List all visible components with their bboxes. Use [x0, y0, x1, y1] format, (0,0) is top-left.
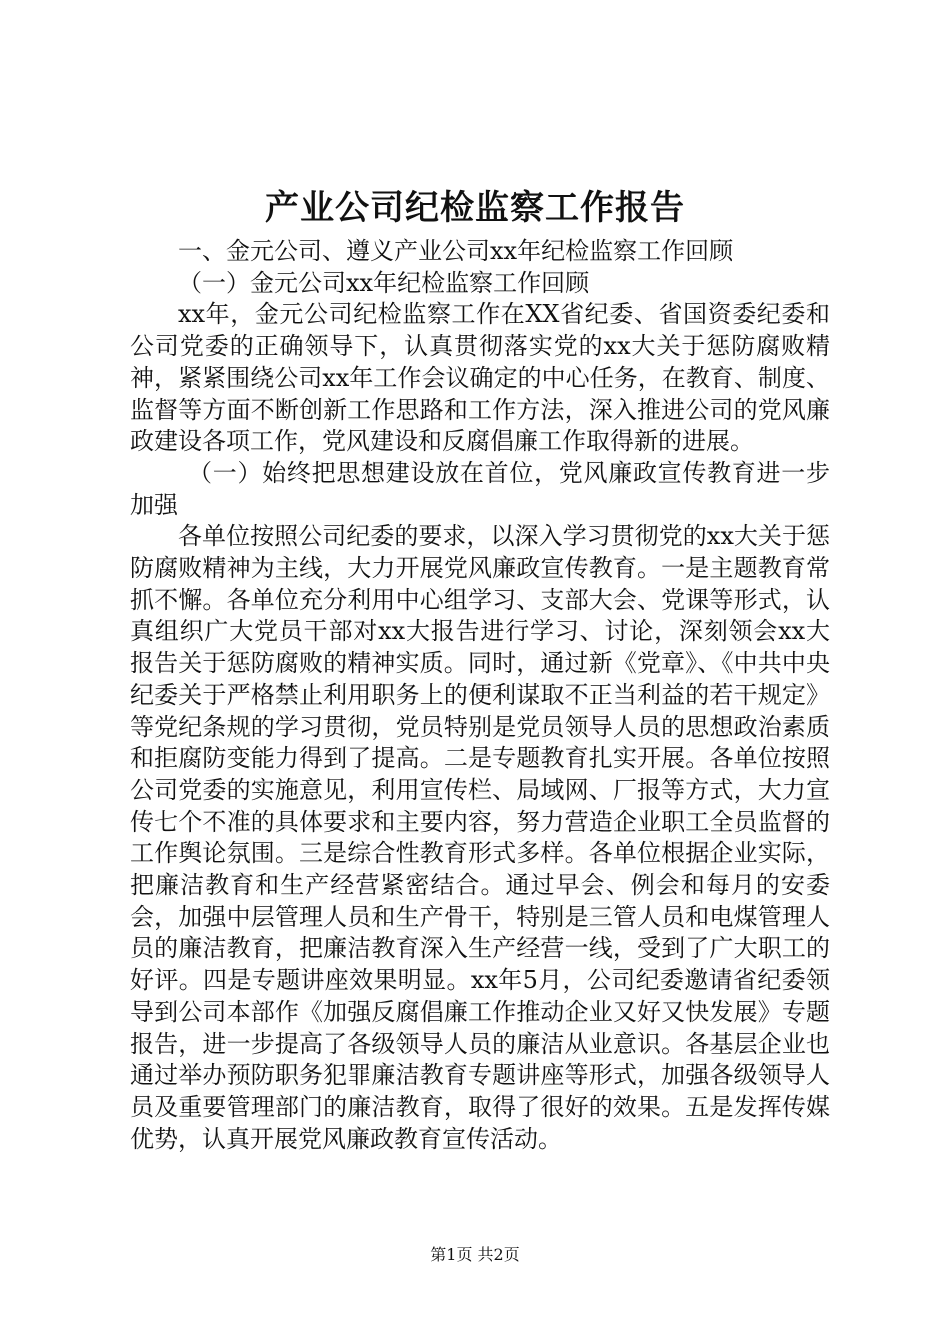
section-heading-1: 一、金元公司、遵义产业公司xx年纪检监察工作回顾	[178, 237, 734, 265]
page-footer	[0, 1244, 950, 1266]
page-indicator: 第1页 共2页	[430, 1245, 520, 1264]
subsection-heading: （一）始终把思想建设放在首位，党风廉政宣传教育进一步加强	[130, 458, 830, 519]
section-heading-1-1: （一）金元公司xx年纪检监察工作回顾	[178, 268, 590, 297]
document-body	[130, 236, 830, 1155]
paragraph-intro: xx年，金元公司纪检监察工作在XX省纪委、省国资委纪委和公司党委的正确领导下，认真贯彻落实党的xx大关于惩防腐败精神，紧紧围绕公司xx年工作会议确定的中心任务，在教育、制度、监督等方面不断创新工作思路和工作方法，深入推进公司的党风廉政建设各项工作，党风建设和反腐倡廉工作取得新的进展。	[130, 300, 830, 456]
paragraph-education: 各单位按照公司纪委的要求，以深入学习贯彻党的xx大关于惩防腐败精神为主线，大力开展党风廉政宣传教育。一是主题教育常抓不懈。各单位充分利用中心组学习、支部大会、党课等形式，认真组织广大党员干部对xx大报告进行学习、讨论，深刻领会xx大报告关于惩防腐败的精神实质。同时，通过新《党章》、《中共中央纪委关于严格禁止利用职务上的便利谋取不正当利益的若干规定》等党纪条规的学习贯彻，党员特别是党员领导人员的思想政治素质和拒腐防变能力得到了提高。二是专题教育扎实开展。各单位按照公司党委的实施意见，利用宣传栏、局域网、厂报等方式，大力宣传七个不准的具体要求和主要内容，努力营造企业职工全员监督的工作舆论氛围。三是综合性教育形式多样。各单位根据企业实际，把廉洁教育和生产经营紧密结合。通过早会、例会和每月的安委会，加强中层管理人员和生产骨干，特别是三管人员和电煤管理人员的廉洁教育，把廉洁教育深入生产经营一线，受到了广大职工的好评。四是专题讲座效果明显。xx年5月，公司纪委邀请省纪委领导到公司本部作《加强反腐倡廉工作推动企业又好又快发展》专题报告，进一步提高了各级领导人员的廉洁从业意识。各基层企业也通过举办预防职务犯罪廉洁教育专题讲座等形式，加强各级领导人员及重要管理部门的廉洁教育，取得了很好的效果。五是发挥传媒优势，认真开展党风廉政教育宣传活动。	[130, 522, 830, 1153]
page-title: 产业公司纪检监察工作报告	[265, 188, 685, 228]
